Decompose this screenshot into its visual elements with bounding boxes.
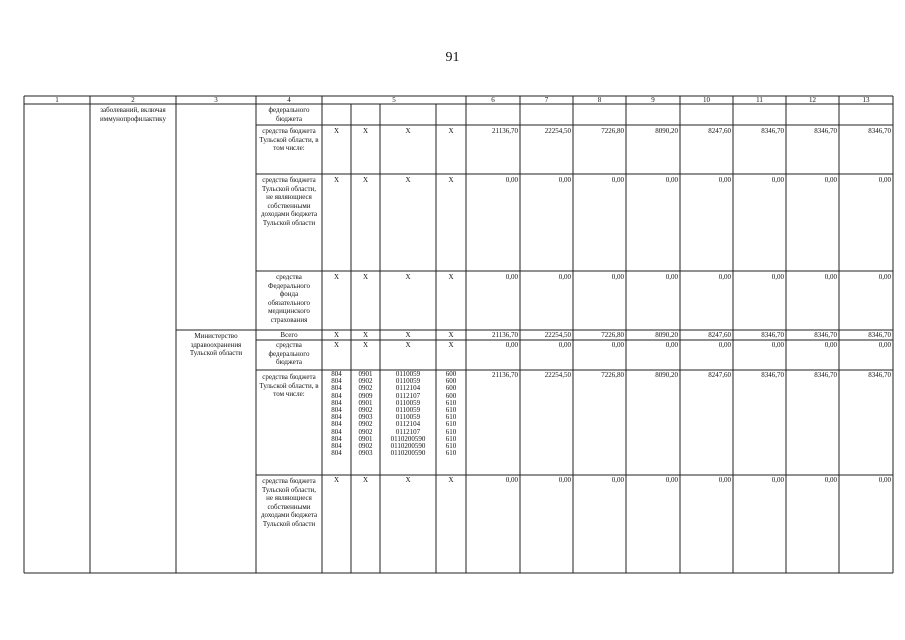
rzpr-code: 0902 [358,405,373,414]
header-col-5: 5 [392,96,396,104]
code-cell: X [362,127,369,135]
header-col-12: 12 [809,96,816,104]
ministry-name: Министерство здравоохранения Тульской области [189,332,243,358]
header-col-1: 1 [55,96,59,104]
csr-code: 0112104 [395,384,421,393]
csr-code: 0110059 [395,370,421,378]
rzpr-code: 0901 [358,434,373,443]
value-cell: 0,00 [878,476,891,484]
value-cell: 0,00 [558,341,571,349]
vr-code: 610 [445,427,457,436]
value-cell: 0,00 [611,273,624,281]
code-cell: X [405,331,411,339]
value-cell: 8346,70 [761,127,784,135]
value-cell: 8346,70 [814,127,837,135]
grbs-code: 804 [331,377,342,386]
rzpr-code: 0901 [358,370,373,378]
value-cell: 0,00 [878,273,891,281]
csr-code: 0110059 [395,398,421,407]
code-cell: X [405,476,411,484]
value-cell: 0,00 [665,341,678,349]
code-cell: X [405,341,411,349]
value-cell: 8346,70 [761,371,784,379]
row-label: средства бюджета Тульской области, не являющиеся собственными доходами бюджета Тульской области [260,477,318,528]
code-cell: X [362,273,369,281]
code-cell: X [405,176,411,184]
value-cell: 8247,60 [708,127,731,135]
grbs-code: 804 [331,370,342,378]
value-cell: 21136,70 [492,127,518,135]
value-cell: 0,00 [558,273,571,281]
header-col-6: 6 [491,96,495,104]
rzpr-code-list [351,371,380,457]
header-col-9: 9 [651,96,655,104]
value-cell: 0,00 [505,176,518,184]
grbs-code: 804 [331,398,342,407]
csr-code: 0110059 [395,413,421,422]
value-cell: 22254,50 [544,371,571,379]
row-label: средства бюджета Тульской области, в том числе: [259,373,319,399]
value-cell: 8346,70 [868,127,891,135]
value-cell: 21136,70 [492,331,518,339]
value-cell: 0,00 [558,476,571,484]
csr-code: 0110200590 [390,434,426,443]
value-cell: 7226,80 [601,371,624,379]
value-cell: 0,00 [505,273,518,281]
vr-code: 610 [445,420,457,429]
value-cell: 8346,70 [814,371,837,379]
grbs-code: 804 [331,420,342,429]
vr-code: 610 [445,405,457,414]
vr-code: 600 [445,384,457,393]
code-cell: X [448,476,454,484]
value-cell: 0,00 [824,273,837,281]
code-cell: X [362,476,369,484]
csr-code: 0112104 [395,420,421,429]
value-cell: 8346,70 [761,331,784,339]
value-cell: 0,00 [611,341,624,349]
code-cell: X [448,341,454,349]
grbs-code: 804 [331,434,342,443]
header-col-8: 8 [597,96,602,104]
value-cell: 22254,50 [544,331,571,339]
csr-code-list [380,371,436,457]
value-cell: 0,00 [665,176,678,184]
row-label: средства бюджета Тульской области, в том числе: [259,127,319,153]
value-cell: 0,00 [611,476,624,484]
value-cell: 0,00 [771,476,784,484]
value-cell: 7226,80 [601,331,624,339]
csr-code: 0112107 [395,391,421,400]
grbs-code: 804 [331,384,342,393]
row-label: средства бюджета Тульской области, не являющиеся собственными доходами бюджета Тульской области [260,176,318,227]
value-cell: 0,00 [878,341,891,349]
value-cell: 0,00 [718,476,731,484]
header-col-2: 2 [131,96,135,104]
grbs-code: 804 [331,413,342,422]
code-cell: X [362,331,369,339]
value-cell: 22254,50 [544,127,571,135]
header-col-4: 4 [287,96,291,104]
value-cell: 0,00 [665,273,678,281]
value-cell: 21136,70 [492,371,518,379]
vr-code: 610 [445,441,457,450]
value-cell: 7226,80 [601,127,624,135]
rzpr-code: 0902 [358,420,373,429]
vr-code: 610 [445,434,457,443]
code-cell: X [333,273,340,281]
vr-code: 610 [445,398,457,407]
value-cell: 0,00 [771,176,784,184]
vr-code-list [436,371,466,457]
code-cell: X [448,273,454,281]
value-cell: 8247,60 [708,371,731,379]
code-cell: X [405,273,411,281]
grbs-code: 804 [331,405,342,414]
rzpr-code: 0901 [358,398,373,407]
value-cell: 8346,70 [868,371,891,379]
header-col-13: 13 [862,96,870,104]
value-cell: 0,00 [611,176,624,184]
vr-code: 600 [445,377,457,386]
value-cell: 0,00 [824,341,837,349]
event-description: заболеваний, включая иммунопрофилактику [100,106,166,123]
csr-code: 0112107 [395,427,421,436]
header-col-7: 7 [544,96,549,104]
grbs-code: 804 [331,427,342,436]
value-cell: 8090,20 [655,331,678,339]
code-cell: X [448,127,454,135]
value-cell: 8247,60 [708,331,731,339]
header-col-11: 11 [756,96,763,104]
value-cell: 0,00 [665,476,678,484]
rzpr-code: 0902 [358,377,373,386]
value-cell: 0,00 [824,176,837,184]
grbs-code-list [322,371,351,457]
vr-code: 600 [445,391,457,400]
page-number: 91 [445,50,460,65]
header-col-10: 10 [703,96,710,104]
value-cell: 0,00 [558,176,571,184]
code-cell: X [333,127,340,135]
vr-code: 600 [445,370,457,378]
value-cell: 0,00 [505,341,518,349]
value-cell: 0,00 [718,273,731,281]
code-cell: X [333,341,340,349]
value-cell: 8346,70 [868,331,891,339]
code-cell: X [448,176,454,184]
grbs-code: 804 [331,449,342,458]
vr-code: 610 [445,449,457,458]
value-cell: 0,00 [771,273,784,281]
row-label: средства федерального бюджета [268,341,310,367]
rzpr-code: 0903 [358,449,373,458]
value-cell: 8090,20 [655,127,678,135]
code-cell: X [362,176,369,184]
grbs-code: 804 [331,391,342,400]
value-cell: 0,00 [718,176,731,184]
rzpr-code: 0902 [358,384,373,393]
csr-code: 0110059 [395,377,421,386]
value-cell: 8090,20 [655,371,678,379]
header-col-3: 3 [214,96,218,104]
value-cell: 0,00 [718,341,731,349]
rzpr-code: 0903 [358,413,373,422]
row-label-federal: федерального бюджета [268,106,310,123]
csr-code: 0110200590 [390,441,426,450]
value-cell: 0,00 [824,476,837,484]
code-cell: X [333,176,340,184]
grbs-code: 804 [331,441,342,450]
row-label-total: Всего [280,331,298,339]
csr-code: 0110200590 [390,449,426,458]
row-label: средства Федерального фонда обязательного медицинского страхования [267,273,311,324]
vr-code: 610 [445,413,457,422]
rzpr-code: 0909 [358,391,373,400]
value-cell: 0,00 [771,341,784,349]
code-cell: X [333,331,340,339]
rzpr-code: 0902 [358,441,373,450]
code-cell: X [362,341,369,349]
rzpr-code: 0902 [358,427,373,436]
code-cell: X [405,127,411,135]
value-cell: 0,00 [505,476,518,484]
csr-code: 0110059 [395,405,421,414]
code-cell: X [448,331,454,339]
value-cell: 0,00 [878,176,891,184]
value-cell: 8346,70 [814,331,837,339]
code-cell: X [333,476,340,484]
